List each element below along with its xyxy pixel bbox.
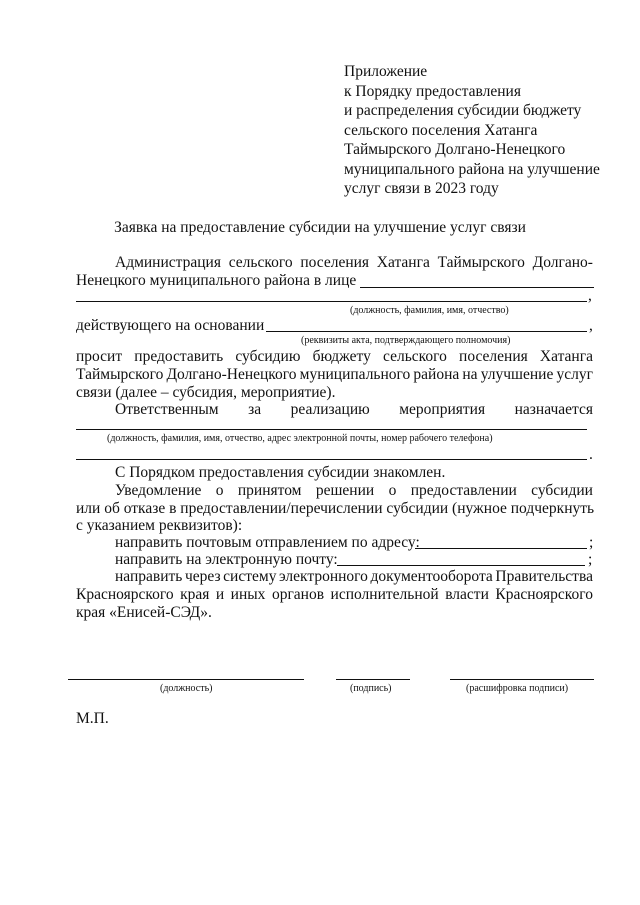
basis-label: действующего на основании bbox=[76, 317, 265, 334]
word: сельского bbox=[228, 254, 293, 271]
word: муниципального bbox=[299, 366, 411, 383]
request-line-2 bbox=[76, 365, 593, 384]
appendix-line: Приложение bbox=[344, 63, 428, 80]
notice-line-2: или об отказе в предоставлении/перечислении субсидии (нужное подчеркнуть bbox=[76, 500, 595, 517]
appendix-line: муниципального района на улучшение bbox=[344, 160, 600, 178]
word: Долгано-Ненецкого bbox=[166, 366, 297, 383]
post-address-field-line[interactable] bbox=[415, 548, 587, 549]
word: Долгано- bbox=[532, 254, 593, 271]
word: и bbox=[215, 586, 225, 603]
word: Красноярского bbox=[495, 586, 593, 603]
word: направить bbox=[115, 568, 183, 585]
sed-line-3: края «Енисей-СЭД». bbox=[76, 604, 212, 621]
stamp-place: М.П. bbox=[76, 710, 109, 727]
appendix-line: к Порядку предоставления bbox=[344, 82, 521, 100]
intro-line-1 bbox=[115, 253, 593, 272]
word: предоставлении bbox=[410, 482, 517, 499]
word: субсидию bbox=[235, 348, 301, 365]
basis-field-line[interactable] bbox=[266, 331, 587, 332]
word: сельского bbox=[383, 348, 447, 365]
appendix-line: и распределения субсидии бюджету bbox=[344, 102, 582, 119]
word: поселения bbox=[300, 254, 370, 271]
word: исполнительной bbox=[330, 586, 439, 603]
word: мероприятия bbox=[399, 401, 486, 418]
word: поселения bbox=[459, 348, 528, 365]
official-field-line-2[interactable] bbox=[76, 301, 587, 302]
caption-official: (должность, фамилия, имя, отчество) bbox=[350, 305, 509, 316]
intro-line-2: Ненецкого муниципального района в лице bbox=[76, 272, 357, 289]
word: Красноярского bbox=[76, 586, 174, 603]
responsible-line bbox=[115, 400, 593, 419]
word: субсидии bbox=[531, 482, 593, 499]
semicolon: ; bbox=[588, 551, 593, 568]
word: реализацию bbox=[290, 401, 370, 418]
responsible-field-line-2[interactable] bbox=[76, 459, 587, 460]
email-field-line[interactable] bbox=[337, 565, 585, 566]
word: электронного bbox=[279, 568, 368, 585]
word: на bbox=[462, 366, 478, 383]
decoding-signature-line[interactable] bbox=[450, 679, 594, 680]
sed-line-1 bbox=[115, 567, 593, 586]
position-signature-line[interactable] bbox=[68, 679, 304, 680]
notice-line-1 bbox=[115, 481, 593, 500]
semicolon: ; bbox=[589, 534, 594, 551]
word: принятом bbox=[237, 482, 302, 499]
word: района bbox=[413, 366, 460, 383]
word: за bbox=[248, 401, 262, 418]
notice-line-3: с указанием реквизитов): bbox=[76, 517, 243, 534]
appendix-line: Таймырского Долгано-Ненецкого bbox=[344, 141, 566, 158]
request-line-3: связи (далее – субсидия, мероприятие). bbox=[76, 384, 336, 401]
word: края bbox=[180, 586, 210, 603]
official-field-line-1[interactable] bbox=[360, 287, 594, 288]
word: систему bbox=[223, 568, 277, 585]
word: Администрация bbox=[115, 254, 221, 271]
word: Хатанга bbox=[376, 254, 430, 271]
word: Таймырского bbox=[76, 366, 164, 383]
word: документооборота bbox=[370, 568, 493, 585]
word: бюджету bbox=[312, 348, 371, 365]
word: Таймырского bbox=[437, 254, 525, 271]
word: о bbox=[388, 482, 397, 499]
word: о bbox=[215, 482, 224, 499]
word: решении bbox=[315, 482, 375, 499]
caption-decoding: (расшифровка подписи) bbox=[466, 683, 569, 694]
word: органов bbox=[271, 586, 325, 603]
caption-sign: (подпись) bbox=[350, 683, 392, 694]
word: предоставить bbox=[134, 348, 224, 365]
word: Ответственным bbox=[115, 401, 219, 418]
word: через bbox=[184, 568, 221, 585]
post-label: направить почтовым отправлением по адресу: bbox=[115, 534, 420, 551]
request-line-1 bbox=[76, 347, 593, 366]
word: власти bbox=[445, 586, 489, 603]
appendix-line: услуг связи в 2023 году bbox=[344, 180, 499, 197]
word: Правительства bbox=[495, 568, 593, 585]
comma: , bbox=[589, 317, 593, 334]
word: Хатанга bbox=[539, 348, 593, 365]
appendix-line: сельского поселения Хатанга bbox=[344, 121, 538, 139]
word: иных bbox=[230, 586, 266, 603]
word: Уведомление bbox=[115, 482, 202, 499]
sign-signature-line[interactable] bbox=[336, 679, 410, 680]
caption-position: (должность) bbox=[160, 683, 213, 694]
appendix-header bbox=[344, 62, 600, 199]
word: услуг bbox=[556, 366, 593, 383]
word: улучшение bbox=[480, 366, 554, 383]
document-title: Заявка на предоставление субсидии на улучшение услуг связи bbox=[114, 219, 526, 236]
comma: , bbox=[588, 287, 592, 304]
caption-basis: (реквизиты акта, подтверждающего полномочия) bbox=[301, 335, 511, 346]
word: просит bbox=[76, 348, 123, 365]
sed-line-2 bbox=[76, 585, 593, 604]
email-label: направить на электронную почту: bbox=[115, 551, 338, 568]
acquainted-statement: С Порядком предоставления субсидии знакомлен. bbox=[115, 464, 446, 481]
word: назначается bbox=[514, 401, 593, 418]
period: . bbox=[589, 446, 593, 463]
caption-responsible: (должность, фамилия, имя, отчество, адрес электронной почты, номер рабочего телефона) bbox=[107, 433, 493, 444]
responsible-field-line-1[interactable] bbox=[76, 429, 587, 430]
